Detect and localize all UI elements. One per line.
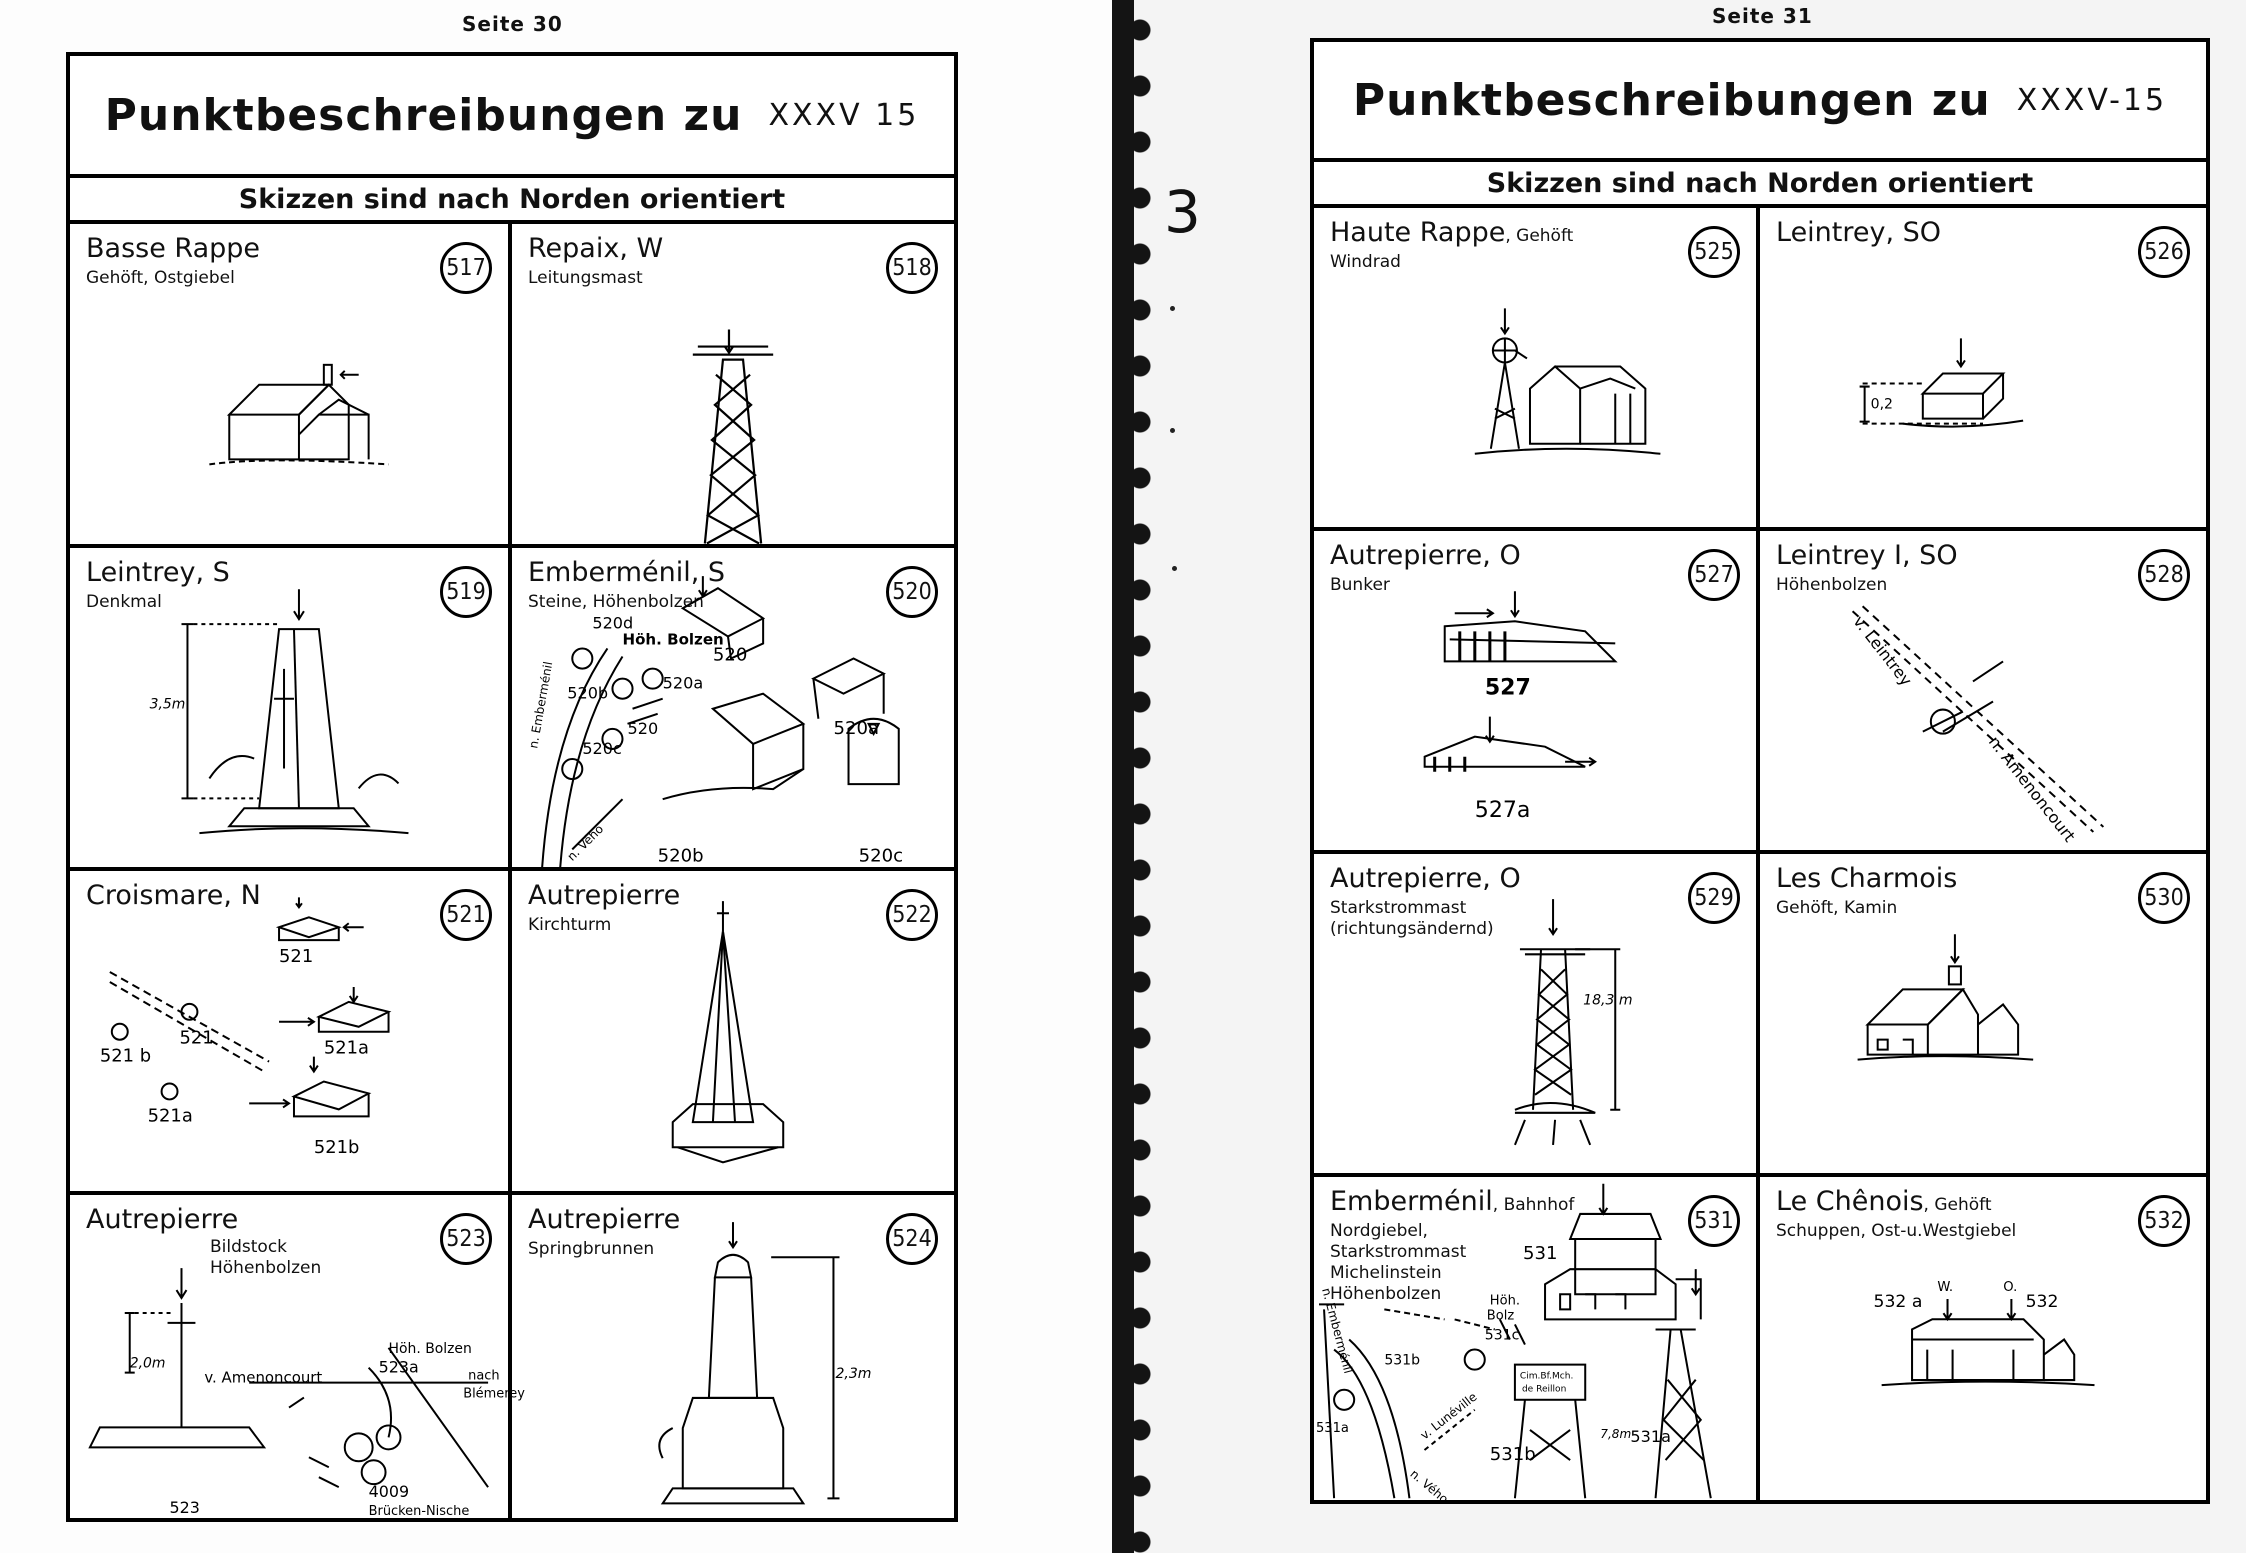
right-subtitle-box [1314,162,2206,208]
card-subtitle: Kirchturm [528,915,612,935]
right-title: Punktbeschreibungen zu [1352,74,1991,126]
card-subtitle: Bunker [1330,575,1390,595]
point-card-532 [1760,1177,2206,1500]
card-title: Les Charmois [1776,863,1958,894]
point-card-519 [70,548,512,872]
point-number-badge: 528 [2138,549,2190,601]
point-card-523 [70,1195,525,1519]
page-edge-scallop [1122,0,1152,1553]
label-520c: 520c [858,844,904,866]
card-title: Repaix, W [528,233,664,264]
label-hoeh-bolzen: Höh. Bolzen [622,629,724,648]
point-card-524 [512,1195,954,1519]
speck [1170,428,1175,433]
right-title-box [1314,42,2206,162]
card-subtitle: Starkstrommast (richtungsändernd) [1330,898,1494,939]
margin-mark: 3 [1164,178,1201,246]
label-w: W. [1937,1279,1954,1295]
point-number-badge: 529 [1688,872,1740,924]
card-title: Croismare, N [86,880,261,911]
point-card-525 [1314,208,1760,531]
label-523: 523 [169,1497,200,1517]
card-subtitle: Bildstock Höhenbolzen [210,1236,322,1278]
label-hoeh: Höh. [1489,1293,1521,1309]
left-sheet-code: XXXV 15 [768,97,920,133]
page-label-left: Seite 30 [462,12,563,36]
label-532: 532 [2025,1292,2059,1313]
card-title: Le Chênois, Gehöft [1776,1186,1992,1217]
card-title: Autrepierre, O [1330,540,1521,571]
card-title: Leintrey, S [86,556,230,588]
right-sheet-code: XXXV-15 [2016,82,2168,118]
label-520-mid: 520 [627,718,659,738]
point-card-526 [1760,208,2206,531]
point-number-badge: 530 [2138,872,2190,924]
label-nach: nach [468,1368,500,1384]
label-521-center: 521 [179,1027,214,1049]
left-title: Punktbeschreibungen zu [104,89,743,141]
road-label-luneville: v. Lunéville [1417,1389,1480,1443]
point-number-badge: 527 [1688,549,1740,601]
label-520b-small: 520b [567,683,609,703]
label-height: 7,8m [1600,1426,1632,1441]
card-title: Basse Rappe [86,233,260,264]
sign-text-2: de Reillon [1521,1384,1567,1395]
road-label-leintrey: v. Leintrey [1849,612,1916,690]
label-520a: 520a [833,717,880,739]
card-title: Emberménil, Bahnhof [1330,1186,1575,1217]
point-card-529 [1314,854,1760,1177]
left-grid [70,224,954,1518]
speck [1172,566,1177,571]
card-subtitle: Gehöft, Kamin [1776,898,1898,918]
label-521a-mid: 521a [323,1037,369,1059]
card-title: Autrepierre [86,1203,239,1235]
label-height: 2,0m [129,1355,166,1372]
label-531a-left: 531a [1316,1420,1349,1436]
point-card-518 [512,224,954,548]
label-531a: 531a [1630,1426,1671,1446]
label-hoeh-bolzen: Höh. Bolzen [388,1340,472,1357]
right-grid [1314,208,2206,1507]
road-label-veho: n. Vého [1407,1466,1451,1507]
card-subtitle: Steine, Höhenbolzen [528,591,704,612]
label-527: 527 [1484,675,1531,701]
right-subtitle: Skizzen sind nach Norden orientiert [1486,167,2034,199]
point-card-531 [1314,1177,1760,1507]
page-label-right: Seite 31 [1712,4,1813,28]
height-label: 3,5m [149,696,186,713]
point-number-badge: 518 [886,242,938,294]
card-subtitle: Windrad [1330,252,1401,272]
point-card-530 [1760,854,2206,1177]
point-card-520 [512,548,954,872]
point-card-517 [70,224,512,548]
point-number-badge: 521 [440,889,492,941]
card-title: Autrepierre, O [1330,863,1521,894]
label-520: 520 [712,644,748,666]
label-520c-small: 520c [582,738,622,758]
point-number-badge: 523 [440,1213,492,1265]
label-531c: 531c [1484,1327,1520,1344]
card-subtitle: Denkmal [86,591,162,612]
road-label-emberménil: n. Emberménil [1319,1286,1356,1375]
point-number-badge: 524 [886,1213,938,1265]
point-number-badge: 520 [886,566,938,618]
left-title-box [70,56,954,178]
speck [1170,306,1175,311]
label-521b-bottom: 521b [313,1137,360,1159]
card-title: Leintrey, SO [1776,217,1942,248]
point-number-badge: 519 [440,566,492,618]
label-523a: 523a [378,1357,419,1377]
card-title: Emberménil, S [528,556,726,588]
point-number-badge: 517 [440,242,492,294]
point-card-528 [1760,531,2206,854]
label-531b-left: 531b [1384,1352,1421,1369]
point-number-badge: 522 [886,889,938,941]
road-label-amenoncourt: n. Amenoncourt [1984,732,2080,846]
point-card-527 [1314,531,1760,854]
label-520a-small: 520a [662,673,704,693]
label-amenoncourt: v. Amenoncourt [204,1368,323,1387]
card-title: Autrepierre [528,1203,681,1235]
label-height: 18,3 m [1583,992,1633,1009]
card-title: Haute Rappe, Gehöft [1330,217,1574,248]
left-sheet [66,52,958,1522]
label-520d: 520d [592,612,634,632]
label-4009: 4009 [368,1481,410,1501]
point-card-521 [70,871,512,1195]
card-subtitle: Springbrunnen [528,1238,655,1259]
road-label-veho: n. Vého [564,821,607,864]
card-subtitle: Höhenbolzen [1776,575,1888,595]
label-height: 2,3m [835,1365,872,1382]
card-title: Leintrey I, SO [1776,540,1958,571]
point-card-522 [512,871,954,1195]
left-subtitle-box [70,178,954,224]
label-521a-left: 521a [147,1105,193,1127]
left-subtitle: Skizzen sind nach Norden orientiert [238,183,786,215]
card-subtitle: Gehöft, Ostgiebel [86,268,235,288]
sign-text-1: Cim.Bf.Mch. [1519,1371,1574,1382]
card-subtitle: Schuppen, Ost-u.Westgiebel [1776,1221,2017,1241]
card-subtitle: Leitungsmast [528,268,643,288]
label-height: 0,2 [1870,396,1893,413]
point-number-badge: 531 [1688,1195,1740,1247]
right-sheet [1310,38,2210,1507]
label-blemerey: Blémerey [463,1386,525,1402]
label-527a: 527a [1474,797,1531,823]
card-title: Autrepierre [528,880,681,911]
point-number-badge: 532 [2138,1195,2190,1247]
road-label-emberménil: n. Emberménil [526,659,556,749]
point-number-badge: 525 [1688,226,1740,278]
label-bruecken-nische: Brücken-Nische [368,1503,470,1519]
label-o: O. [2003,1279,2018,1295]
label-531b: 531b [1489,1444,1536,1466]
label-521b-left: 521 b [99,1045,152,1067]
label-520b: 520b [657,844,704,866]
label-531: 531 [1522,1243,1558,1265]
label-532a: 532 a [1873,1292,1923,1313]
label-bolz: Bolz [1486,1308,1515,1324]
card-subtitle: Nordgiebel, Starkstrommast Michelinstein Höhenbolzen [1330,1221,1467,1304]
point-number-badge: 526 [2138,226,2190,278]
label-521-top: 521 [279,946,314,968]
